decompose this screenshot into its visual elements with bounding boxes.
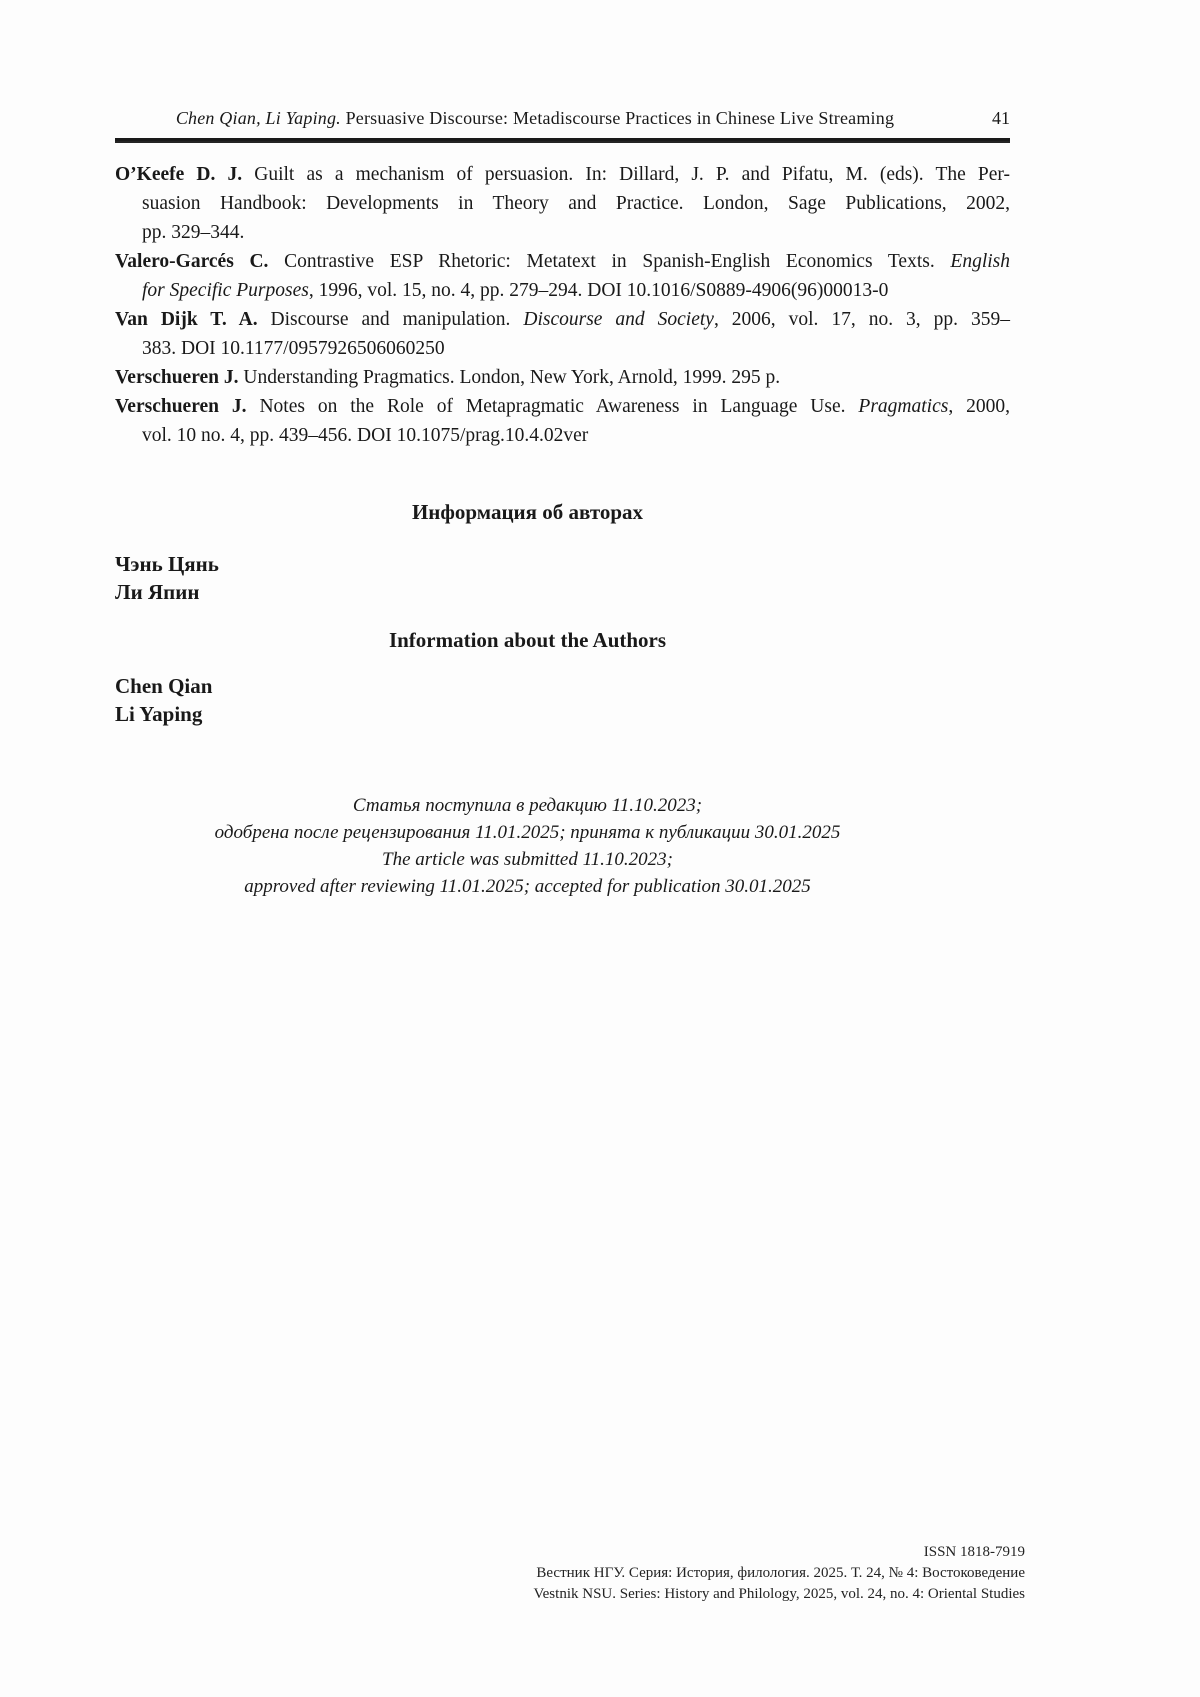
reference-entry (115, 160, 1010, 247)
imprint-journal-ru: Вестник НГУ. Серия: История, филология. 2025. Т. 24, № 4: Востоковедение (536, 1565, 1025, 1581)
reference-segment: Van Dijk T. A. (115, 309, 258, 330)
author-names-ru (115, 550, 940, 606)
reference-segment: , 2006, vol. 17, no. 3, pp. 359– (713, 309, 1010, 330)
reference-segment: Verschueren J. (115, 367, 239, 388)
author-name: Чэнь Цянь (115, 552, 219, 576)
reference-segment: for Specific Purposes (142, 280, 309, 301)
reference-line (142, 218, 1010, 247)
reference-entry (115, 247, 1010, 305)
reference-line (142, 189, 1010, 218)
reference-segment: Understanding Pragmatics. London, New York, Arnold, 1999. 295 p. (238, 367, 781, 388)
page-number: 41 (992, 108, 1010, 128)
authors-info-heading-en: Information about the Authors (388, 628, 667, 652)
reference-line (142, 276, 1010, 305)
reference-line (115, 363, 1010, 392)
reference-segment: Pragmatics (858, 396, 949, 417)
reference-segment: vol. 10 no. 4, pp. 439–456. DOI 10.1075/prag.10.4.02ver (142, 425, 589, 446)
reference-entry (115, 363, 1010, 392)
submission-line-ru-2: одобрена после рецензирования 11.01.2025; принята к публикации 30.01.2025 (214, 822, 841, 843)
authors-info-block (115, 499, 1010, 900)
reference-line (142, 421, 1010, 450)
running-header-line (115, 106, 1010, 131)
reference-line (115, 247, 1010, 276)
reference-line (142, 334, 1010, 363)
running-title (115, 106, 955, 131)
reference-segment: Notes on the Role of Metapragmatic Awareness in Language Use. (246, 396, 859, 417)
reference-segment: suasion Handbook: Developments in Theory and Practice. London, Sage Publications, 2002, (142, 193, 1010, 214)
running-title-authors: Chen Qian, Li Yaping. (175, 108, 341, 128)
reference-segment: Verschueren J. (115, 396, 247, 417)
author-name: Chen Qian (115, 674, 213, 698)
reference-segment: English (950, 251, 1010, 272)
author-name: Li Yaping (115, 702, 203, 726)
reference-segment: 383. DOI 10.1177/0957926506060250 (142, 338, 445, 359)
reference-segment: Discourse and Society (523, 309, 714, 330)
reference-line (115, 305, 1010, 334)
reference-entry (115, 305, 1010, 363)
reference-segment: Discourse and manipulation. (257, 309, 524, 330)
imprint-issn: ISSN 1818-7919 (923, 1544, 1025, 1560)
authors-info-heading-ru: Информация об авторах (411, 500, 644, 524)
running-title-text: Persuasive Discourse: Metadiscourse Practices in Chinese Live Streaming (340, 108, 895, 128)
reference-segment: Guilt as a mechanism of persuasion. In: Dillard, J. P. and Pifatu, M. (eds). The Per- (242, 164, 1010, 185)
imprint-journal-en: Vestnik NSU. Series: History and Philology, 2025, vol. 24, no. 4: Oriental Studies (533, 1586, 1025, 1602)
reference-segment: , 1996, vol. 15, no. 4, pp. 279–294. DOI 10.1016/S0889-4906(96)00013-0 (308, 280, 889, 301)
reference-line (115, 160, 1010, 189)
submission-line-en-2: approved after reviewing 11.01.2025; accepted for publication 30.01.2025 (244, 876, 811, 897)
reference-segment: pp. 329–344. (142, 222, 245, 243)
submission-line-en-1: The article was submitted 11.10.2023; (382, 849, 673, 870)
author-name: Ли Япин (115, 580, 200, 604)
header-rule (115, 138, 1010, 143)
reference-line (115, 392, 1010, 421)
journal-imprint (533, 1542, 1025, 1605)
submission-line-ru-1: Статья поступила в редакцию 11.10.2023; (352, 795, 703, 816)
reference-segment: O’Keefe D. J. (115, 164, 243, 185)
reference-segment: , 2000, (948, 396, 1010, 417)
author-names-en (115, 672, 940, 728)
reference-segment: Contrastive ESP Rhetoric: Metatext in Spanish-English Economics Texts. (268, 251, 951, 272)
running-header (115, 106, 1010, 143)
reference-segment: Valero-Garcés C. (115, 251, 269, 272)
submission-dates (115, 792, 940, 900)
reference-entry (115, 392, 1010, 450)
references-list (115, 160, 1010, 450)
